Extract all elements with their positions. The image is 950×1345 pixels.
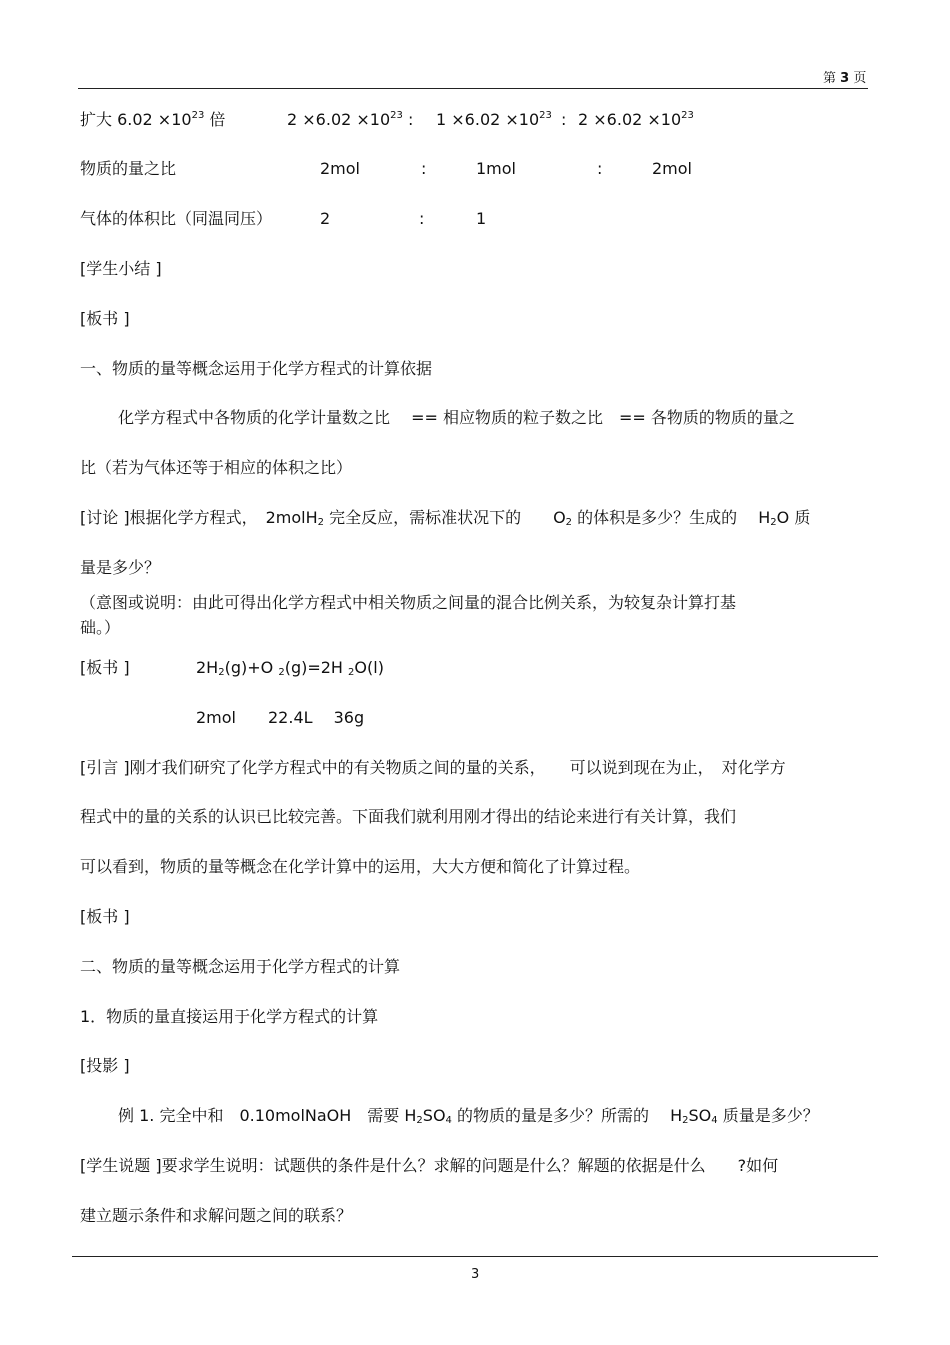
heading-3: 1．物质的量直接运用于化学方程式的计算 xyxy=(80,1007,379,1026)
intro-line-1: [引言 ]刚才我们研究了化学方程式中的有关物质之间的量的关系， 可以说到现在为止， 对化学方 xyxy=(80,758,786,777)
header-rule xyxy=(78,88,868,89)
eq-part-1: 2H xyxy=(196,658,219,677)
eq-sub-3: 2 xyxy=(348,667,355,678)
intent-line-2: 础。） xyxy=(80,618,121,637)
equation-values: 2mol 22.4L 36g xyxy=(196,708,365,727)
page-label-number: 3 xyxy=(840,71,850,86)
projection-label: [投影 ] xyxy=(80,1056,130,1075)
basis-line-2: 比（若为气体还等于相应的体积之比） xyxy=(80,458,353,477)
row1-col3-text: 2 ×6.02 ×10 xyxy=(578,110,682,129)
page-label-suffix: 页 xyxy=(849,71,867,86)
row1-label-exp: 23 xyxy=(191,109,205,121)
row1-col2-exp: 23 xyxy=(539,109,552,121)
intro-line-3: 可以看到，物质的量等概念在化学计算中的运用，大大方便和简化了计算过程。 xyxy=(80,857,641,876)
discussion-text-2: 完全反应，需标准状况下的 O xyxy=(323,508,566,527)
row3-v2: 1 xyxy=(476,209,487,228)
intro-line-2: 程式中的量的关系的认识已比较完善。下面我们就利用刚才得出的结论来进行有关计算，我们 xyxy=(80,807,737,826)
student-explain-line-1: [学生说题 ]要求学生说明：试题供的条件是什么？求解的问题是什么？解题的依据是什么 ?如何 xyxy=(80,1156,779,1175)
row1-col1-text: 2 ×6.02 ×10 xyxy=(287,110,391,129)
example-1 xyxy=(118,1106,819,1126)
example-text-5: 质量是多少？ xyxy=(717,1106,819,1125)
example-sub-2: 4 xyxy=(445,1115,452,1126)
discussion-text-3: 的体积是多少？生成的 H xyxy=(572,508,771,527)
row1-col1-exp: 23 xyxy=(390,109,403,121)
row1-label-text: 扩大 6.02 ×10 xyxy=(80,110,192,129)
example-text-1: 例 1. 完全中和 0.10molNaOH 需要 H xyxy=(118,1106,417,1125)
example-text-2: SO xyxy=(422,1106,446,1125)
row3-sep1: : xyxy=(419,209,425,228)
footer-rule xyxy=(72,1256,878,1257)
eq-part-4: O(l) xyxy=(354,658,384,677)
student-explain-line-2: 建立题示条件和求解问题之间的联系？ xyxy=(80,1206,353,1225)
page-label-prefix: 第 xyxy=(823,71,841,86)
header-page-label xyxy=(823,69,866,89)
discussion-text-1: [讨论 ]根据化学方程式， 2molH xyxy=(80,508,318,527)
board-label-3: [板书 ] xyxy=(80,907,130,926)
example-sub-3: 2 xyxy=(682,1115,689,1126)
discussion-sub-1: 2 xyxy=(317,517,324,528)
row1-label-suffix: 倍 xyxy=(204,110,226,129)
example-sub-1: 2 xyxy=(416,1115,423,1126)
basis-line-1: 化学方程式中各物质的化学计量数之比 == 相应物质的粒子数之比 == 各物质的物质的量之 xyxy=(118,408,795,427)
eq-part-3: (g)=2H xyxy=(284,658,349,677)
student-summary: [学生小结 ] xyxy=(80,259,162,278)
intent-line-1: （意图或说明：由此可得出化学方程式中相关物质之间量的混合比例关系，为较复杂计算打基 xyxy=(80,593,737,612)
row1-col2-text: 1 ×6.02 ×10 xyxy=(436,110,540,129)
row1-col1 xyxy=(287,110,403,130)
row1-label xyxy=(80,110,225,130)
example-text-4: SO xyxy=(688,1106,712,1125)
board-label-2: [板书 ] xyxy=(80,658,130,677)
row2-sep2: : xyxy=(597,159,603,178)
heading-2: 二、物质的量等概念运用于化学方程式的计算 xyxy=(80,957,401,976)
eq-part-2: (g)+O xyxy=(224,658,279,677)
discussion-sub-3: 2 xyxy=(770,517,777,528)
eq-sub-2: 2 xyxy=(278,667,285,678)
example-text-3: 的物质的量是多少？所需的 H xyxy=(451,1106,683,1125)
row2-v1: 2mol xyxy=(320,159,360,178)
row1-col2 xyxy=(436,110,552,130)
row3-label: 气体的体积比（同温同压） xyxy=(80,209,273,228)
eq-sub-1: 2 xyxy=(218,667,225,678)
row2-label: 物质的量之比 xyxy=(80,159,177,178)
row1-col3-exp: 23 xyxy=(681,109,694,121)
row3-v1: 2 xyxy=(320,209,331,228)
heading-1: 一、物质的量等概念运用于化学方程式的计算依据 xyxy=(80,359,433,378)
discussion-text-4: O 质 xyxy=(776,508,811,527)
row2-sep1: : xyxy=(421,159,427,178)
discussion-line-2: 量是多少？ xyxy=(80,558,161,577)
equation xyxy=(196,658,384,678)
row2-v3: 2mol xyxy=(652,159,692,178)
row1-col3 xyxy=(578,110,694,130)
row2-v2: 1mol xyxy=(476,159,516,178)
footer-page-number: 3 xyxy=(471,1267,480,1282)
discussion-sub-2: 2 xyxy=(565,517,573,528)
example-sub-4: 4 xyxy=(711,1115,718,1126)
row1-sep1: : xyxy=(408,110,414,129)
row1-sep2: : xyxy=(561,110,567,129)
discussion-line-1 xyxy=(80,508,810,528)
board-label-1: [板书 ] xyxy=(80,309,130,328)
